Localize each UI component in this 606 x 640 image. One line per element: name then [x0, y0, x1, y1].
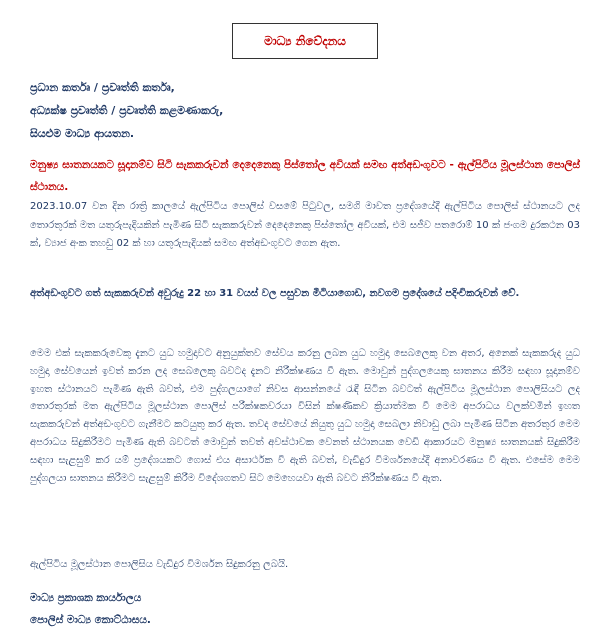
addressee-line: සියළුම මාධ්‍ය ආයතන.	[30, 127, 135, 140]
body-paragraph: ඇල්පිටිය මූලස්ථාන පොලිසිය වැඩිදුර විමර්ශන සිදුකරනු ලබයි.	[30, 559, 289, 570]
release-heading: මනුෂ්‍ය ඝාතනයකට සූදානම්ව සිටි සැකකරුවන් දෙදෙනෙකු පිස්තෝල අවියක් සමඟ අත්අඩංගුවට - ඇල්පිටිය මූලස්ථාන පොලිස් ස්ථානය.	[30, 159, 580, 193]
body-paragraph: 2023.10.07 වන දින රාත්‍රි කාලයේ ඇල්පිටිය පොලිස් වසමේ පිටුවල, සමගි මාවත ප්‍රදේශයේදී ඇල්පිටිය පොලිස් ස්ථානයට ලද තොරතුරක් මත යතුරුපැදියකින් පැමිණ සිටි සැකකරුවන් දෙදෙනෙකු පිස්තෝල අවියක්, එම සජීව පතරොම් 10 ක් ජංගම දුරකථන 03 ක්, ව්‍යාජ අංක තහඩු 02 ක් හා යතුරුපැදියක් සමඟ අත්අඩංගුවට ගෙන ඇත.	[30, 201, 580, 249]
body-paragraph: මෙම එක් සැකකරුවෙකු දැනට යුධ හමුදාවට අනුයුක්තව සේවය කරනු ලබන යුධ හමුදා සෙබලෙකු වන අතර, අනෙක් සැකකරුද යුධ හමුදා සේවයෙන් ඉවත් කරන ලද සෙබලෙකු බවටද දැනට නිරීක්ෂණය වී ඇත. මොවුන් පුද්ගලයෙකු ඝාතනය කිරීම සඳහා සූදානම්ව ඉහත ස්ථානයට පැමිණ ඇති බවත්, එම පුද්ගලයාගේ නිවස ආසන්නයේ රැඳී සිටින බවටත් ඇල්පිටිය මූලස්ථාන පොලිසියට ලද තොරතුරක් මත ඇල්පිටිය මූලස්ථාන පොලිස් පරීක්ෂකවරයා විසින් ක්ෂණිකව ක්‍රියාත්මක වී මෙම අපරාධය වලක්වමින් ඉහත සැකකරුවන් අත්අඩංගුවට ගැනීමට කටයුතු කර ඇත. තවද සේවයේ නියුතු යුධ හමුදා සෙබලා නිවාඩු ලබා පැමිණ සිටින අතරතුර මෙම අපරාධය සිදුකිරීමට පැමිණ ඇති බවටත් මොවුන් තවත් අවස්ථාවක වෙනත් ස්ථානයක වෙඩි ආකාරයට මනුෂ්‍ය ඝාතනයක් සිදුකිරීම සඳහා සැළසුම් කර යම් ප්‍රදේශයකට ගොස් එය අසාර්ථක වී ඇති බවත්, වැඩිදුර විමර්ශනයේදී අනාවරණය වී ඇත. එසේම මෙම පුද්ගලයා ඝාතනය කිරීමට සැළසුම් කිරීම විදේශගතව සිට මෙහෙයවා ඇති බවට නිරීක්ෂණය වී ඇත.	[30, 348, 580, 484]
signature-line: පොලිස් මාධ්‍ය කොට්ඨාසය.	[30, 614, 151, 626]
signature-block	[30, 587, 151, 631]
addressee-line: ප්‍රධාන කර්තෘ / ප්‍රවෘත්ති කර්තෘ,	[30, 81, 175, 94]
addressee-line: අධ්‍යක්ෂ ප්‍රවෘත්ති / ප්‍රවෘත්ති කළමණාකරු,	[30, 104, 224, 117]
document-title: මාධ්‍ය නිවේදනය	[232, 23, 378, 59]
body-paragraph: අත්අඩංගුවට ගත් සැකකරුවන් අවුරුදු 22 හා 31 වයස් වල පසුවන මීටියාගොඩ, නවගම ප්‍රදේශයේ පදිංචිකරුවන් වේ.	[30, 288, 520, 299]
signature-line: මාධ්‍ය ප්‍රකාශක කාර්යාලය	[30, 592, 142, 604]
addressee-block	[30, 76, 590, 145]
